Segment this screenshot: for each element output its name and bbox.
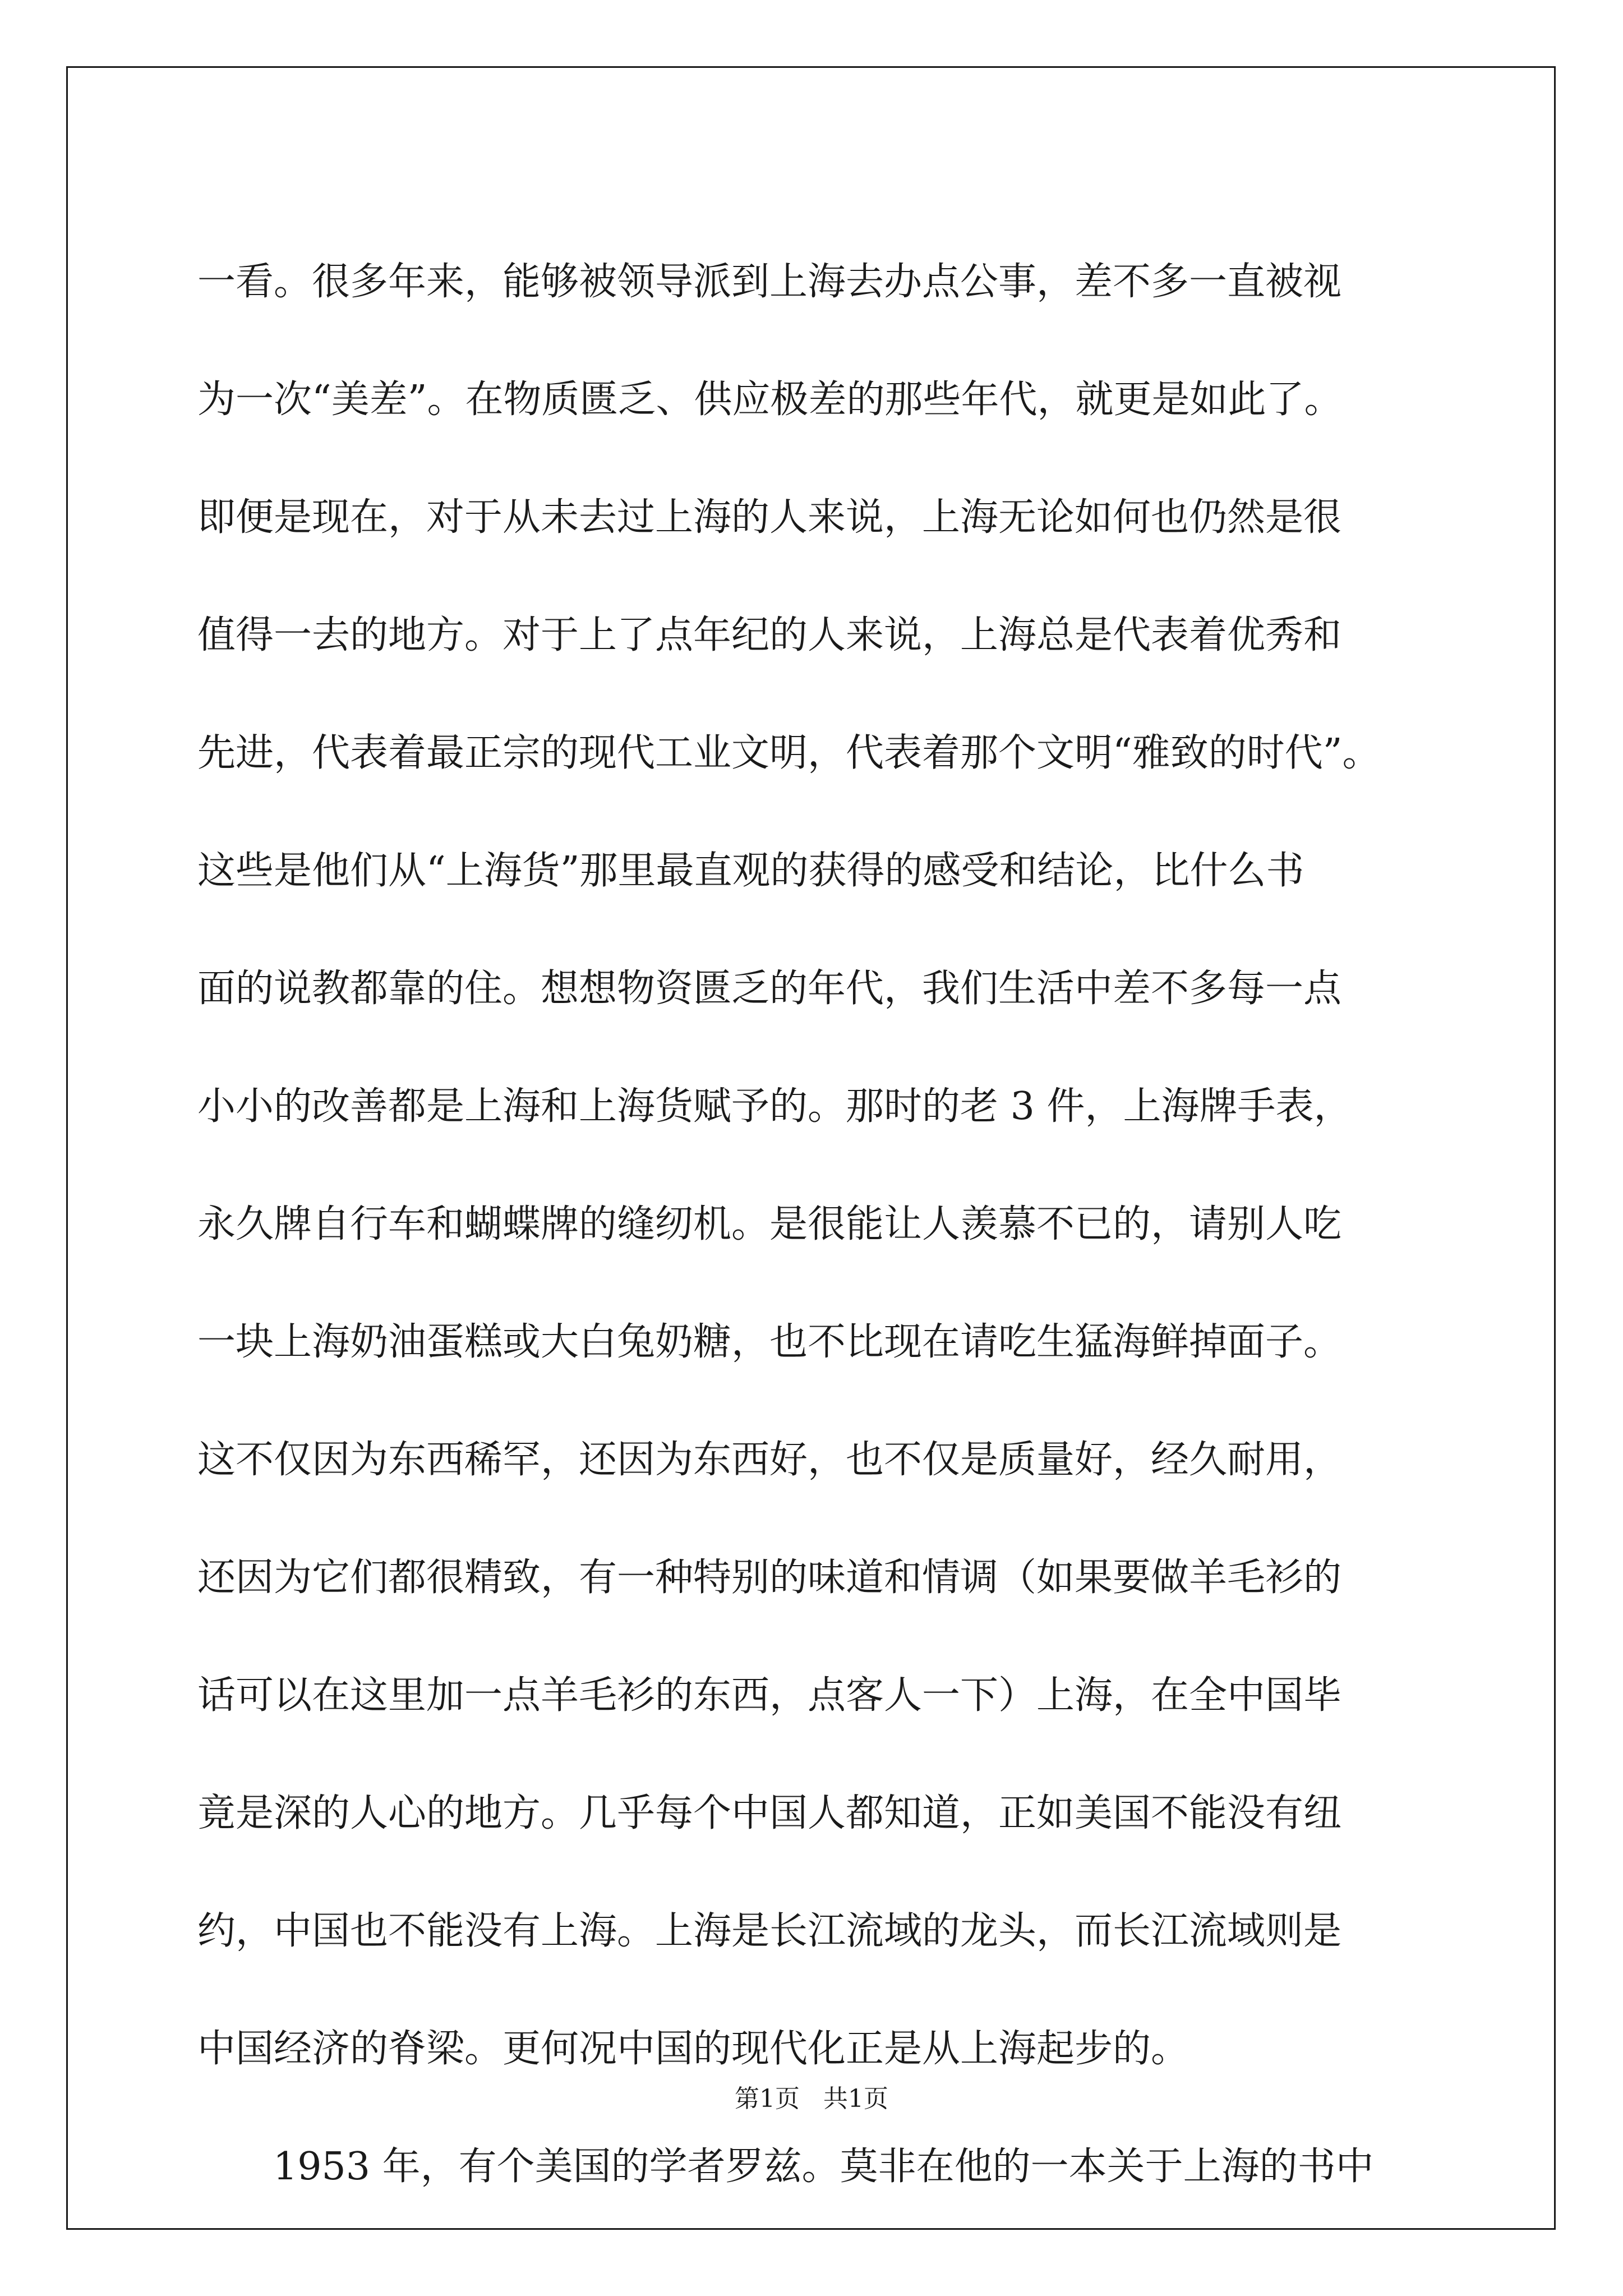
text-line: 即便是现在，对于从未去过上海的人来说，上海无论如何也仍然是很 [197, 495, 1342, 540]
document-body [197, 223, 1431, 2226]
text-line: 中国经济的脊梁。更何况中国的现代化正是从上海起步的。 [197, 2027, 1189, 2071]
text-line: 这些是他们从“上海货”那里最直观的获得的感受和结论，比什么书 [197, 849, 1304, 893]
text-line: 永久牌自行车和蝴蝶牌的缝纫机。是很能让人羡慕不已的，请别人吃 [197, 1202, 1342, 1246]
text-line: 一看。很多年来，能够被领导派到上海去办点公事，差不多一直被视 [197, 260, 1342, 304]
text-line: 为一次“美差”。在物质匮乏、供应极差的那些年代，就更是如此了。 [197, 378, 1343, 422]
text-line: 话可以在这里加一点羊毛衫的东西，点客人一下）上海，在全中国毕 [197, 1673, 1342, 1718]
text-line: 这不仅因为东西稀罕，还因为东西好，也不仅是质量好，经久耐用， [197, 1438, 1342, 1482]
text-line: 一块上海奶油蛋糕或大白兔奶糖，也不比现在请吃生猛海鲜掉面子。 [197, 1320, 1342, 1364]
text-line: 小小的改善都是上海和上海货赋予的。那时的老 3 件，上海牌手表， [197, 1084, 1352, 1129]
text-line: 约，中国也不能没有上海。上海是长江流域的龙头，而长江流域则是 [197, 1909, 1342, 1953]
paragraph-first-line: 1953 年，有个美国的学者罗兹。莫非在他的一本关于上海的书中 [273, 2145, 1374, 2189]
text-line: 竟是深的人心的地方。几乎每个中国人都知道，正如美国不能没有纽 [197, 1791, 1342, 1835]
text-line: 值得一去的地方。对于上了点年纪的人来说，上海总是代表着优秀和 [197, 613, 1342, 657]
text-line: 先进，代表着最正宗的现代工业文明，代表着那个文明“雅致的时代”。 [197, 731, 1381, 775]
text-line: 面的说教都靠的住。想想物资匮乏的年代，我们生活中差不多每一点 [197, 967, 1342, 1011]
page-number-footer: 第1页 共1页 [735, 2085, 888, 2113]
text-line: 还因为它们都很精致，有一种特别的味道和情调（如果要做羊毛衫的 [197, 1556, 1342, 1600]
